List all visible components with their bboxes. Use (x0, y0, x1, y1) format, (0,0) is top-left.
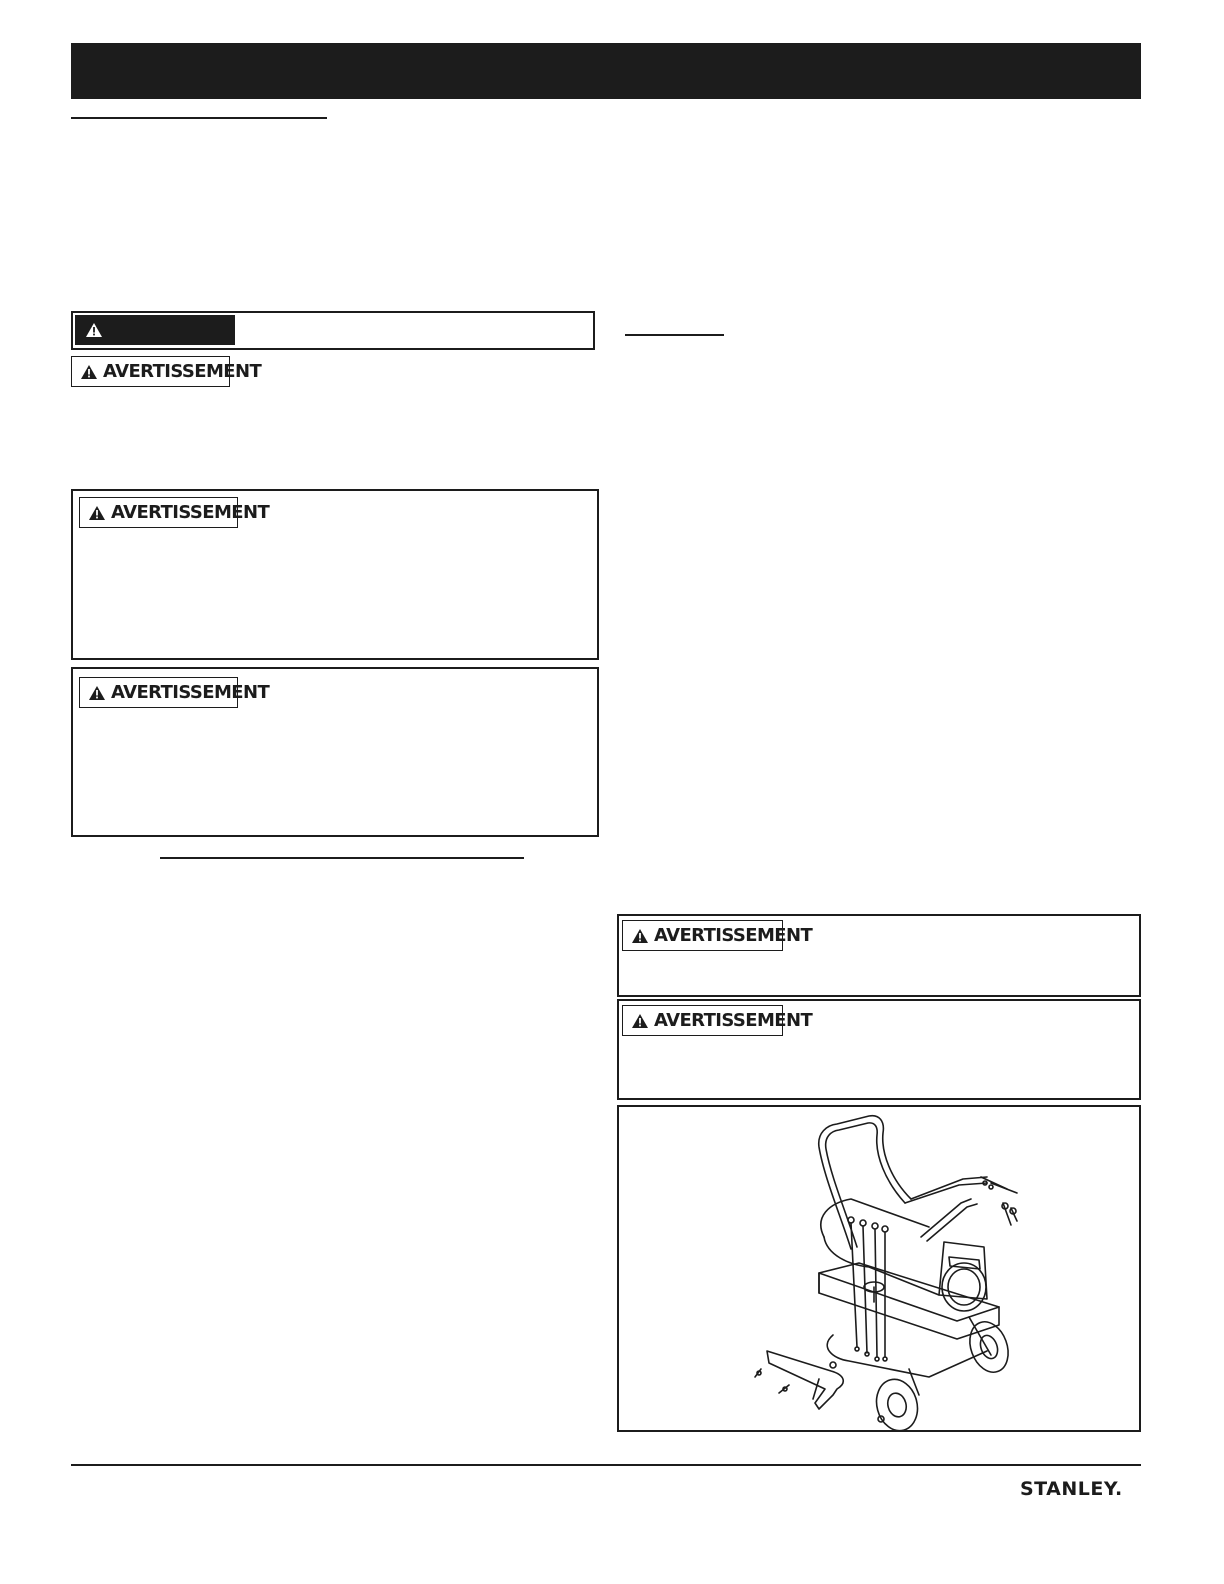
danger-label (75, 315, 235, 345)
warning-label (622, 1005, 813, 1036)
warning-box (617, 914, 1141, 997)
warning-triangle-icon (80, 364, 98, 380)
subheading-underline (160, 857, 524, 859)
assembly-figure-box (617, 1105, 1141, 1432)
section-heading-underline (71, 117, 327, 119)
warning-label-text: AVERTISSEMENT (103, 361, 262, 382)
warning-label-text: AVERTISSEMENT (654, 925, 813, 946)
warning-triangle-icon (88, 685, 106, 701)
warning-label (79, 497, 270, 528)
warning-label-text: AVERTISSEMENT (111, 682, 270, 703)
header-bar (71, 43, 1141, 99)
footer-rule (71, 1464, 1141, 1466)
warning-box (71, 667, 599, 837)
brand-logo: STANLEY. (1020, 1478, 1123, 1500)
warning-label (79, 677, 270, 708)
warning-box (617, 999, 1141, 1100)
warning-label-text: AVERTISSEMENT (654, 1010, 813, 1031)
warning-label (71, 356, 262, 387)
warning-label-text: AVERTISSEMENT (111, 502, 270, 523)
danger-banner (71, 311, 595, 350)
heater-assembly-illustration (619, 1107, 1139, 1430)
warning-triangle-icon (631, 1013, 649, 1029)
warning-triangle-icon (85, 322, 103, 338)
right-heading-underline (625, 334, 724, 336)
warning-triangle-icon (88, 505, 106, 521)
warning-triangle-icon (631, 928, 649, 944)
warning-label (622, 920, 813, 951)
warning-box (71, 489, 599, 660)
